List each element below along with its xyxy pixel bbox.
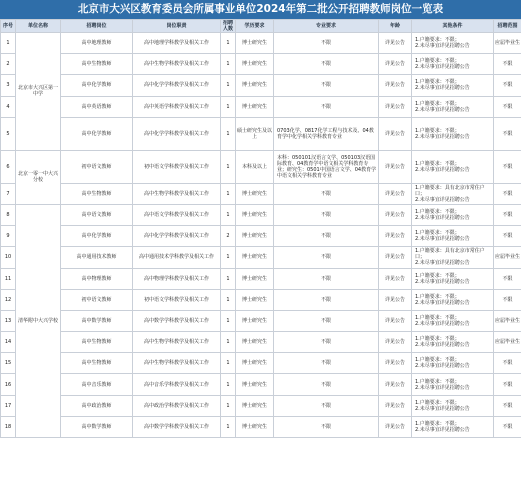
cell-scope: 不限 [494,117,521,150]
cell-edu: 博士研究生 [236,54,274,75]
cell-post: 高中生物教师 [61,183,133,204]
cell-num: 1 [221,75,236,96]
cell-no: 12 [1,289,16,310]
cell-duty: 高中物理学科教学及相关工作 [133,268,221,289]
cell-edu: 博士研究生 [236,33,274,54]
header-cell: 专业要求 [274,20,379,33]
cell-post: 高中化学教师 [61,226,133,247]
cell-no: 17 [1,395,16,416]
cell-no: 1 [1,33,16,54]
cell-num: 1 [221,310,236,331]
cell-scope: 不限 [494,268,521,289]
cell-edu: 博士研究生 [236,268,274,289]
cell-duty: 高中语文学科教学及相关工作 [133,204,221,225]
table-row [1,416,521,437]
cell-age: 详见公告 [379,117,412,150]
cell-no: 13 [1,310,16,331]
cell-post: 高中数学教师 [61,310,133,331]
cell-scope: 不限 [494,204,521,225]
cell-edu: 博士研究生 [236,332,274,353]
cell-post: 高中语文教师 [61,204,133,225]
cell-scope: 不限 [494,54,521,75]
table-row [1,395,521,416]
cell-post: 高中生物教师 [61,54,133,75]
cell-edu: 博士研究生 [236,353,274,374]
cell-age: 详见公告 [379,416,412,437]
cell-num: 1 [221,247,236,268]
cell-post: 高中音乐教师 [61,374,133,395]
cell-major: 0703化学、0817化学工程与技术及、04教育学中化学相关学科教育专业 [274,117,379,150]
cell-edu: 博士研究生 [236,310,274,331]
table-row [1,226,521,247]
cell-major: 不限 [274,75,379,96]
cell-unit: 清华附中大兴学校 [16,204,61,437]
cell-scope: 不限 [494,416,521,437]
cell-edu: 博士研究生 [236,374,274,395]
table-row [1,289,521,310]
cell-duty: 高中生物学科教学及相关工作 [133,353,221,374]
cell-major: 不限 [274,33,379,54]
cell-other: 1.户籍要求：不限； 2.未尽事宜详见招聘公告 [412,268,494,289]
cell-duty: 高中化学学科教学及相关工作 [133,117,221,150]
table-row [1,374,521,395]
table-row [1,204,521,225]
header-cell: 招聘人数 [221,20,236,33]
cell-age: 详见公告 [379,96,412,117]
cell-age: 详见公告 [379,332,412,353]
cell-post: 高中物理教师 [61,268,133,289]
cell-major: 不限 [274,183,379,204]
cell-no: 14 [1,332,16,353]
header-row [1,20,521,33]
table-row [1,268,521,289]
header-cell: 招聘岗位 [61,20,133,33]
cell-major: 不限 [274,310,379,331]
cell-edu: 博士研究生 [236,289,274,310]
cell-major: 不限 [274,416,379,437]
cell-age: 详见公告 [379,353,412,374]
cell-num: 2 [221,226,236,247]
cell-no: 15 [1,353,16,374]
cell-post: 高中地理教师 [61,33,133,54]
header-cell: 单位名称 [16,20,61,33]
cell-scope: 不限 [494,150,521,183]
table-row [1,247,521,268]
cell-no: 6 [1,150,16,183]
table-row [1,353,521,374]
cell-post: 高中化学教师 [61,75,133,96]
header-cell: 序号 [1,20,16,33]
cell-scope: 不限 [494,395,521,416]
cell-other: 1.户籍要求：不限； 2.未尽事宜详见招聘公告 [412,150,494,183]
cell-duty: 初中语文学科教学及相关工作 [133,150,221,183]
cell-edu: 博士研究生 [236,96,274,117]
cell-other: 1.户籍要求：不限； 2.未尽事宜详见招聘公告 [412,353,494,374]
cell-scope: 应届毕业生 [494,310,521,331]
cell-other: 1.户籍要求：不限； 2.未尽事宜详见招聘公告 [412,117,494,150]
cell-duty: 高中地理学科教学及相关工作 [133,33,221,54]
cell-other: 1.户籍要求：具有北京市常住户口； 2.未尽事宜详见招聘公告 [412,183,494,204]
cell-post: 高中数学教师 [61,416,133,437]
cell-duty: 高中生物学科教学及相关工作 [133,183,221,204]
cell-scope: 应届毕业生 [494,332,521,353]
cell-duty: 高中音乐学科教学及相关工作 [133,374,221,395]
cell-edu: 本科及以上 [236,150,274,183]
cell-other: 1.户籍要求：不限； 2.未尽事宜详见招聘公告 [412,204,494,225]
cell-unit: 北京市大兴区第一中学 [16,33,61,151]
cell-age: 详见公告 [379,247,412,268]
table-row [1,310,521,331]
cell-num: 1 [221,416,236,437]
cell-post: 高中政治教师 [61,395,133,416]
table-row [1,54,521,75]
cell-major: 不限 [274,395,379,416]
cell-age: 详见公告 [379,183,412,204]
cell-no: 8 [1,204,16,225]
cell-other: 1.户籍要求：不限； 2.未尽事宜详见招聘公告 [412,54,494,75]
table-row [1,150,521,183]
cell-age: 详见公告 [379,226,412,247]
cell-major: 不限 [274,226,379,247]
cell-duty: 高中生物学科教学及相关工作 [133,332,221,353]
cell-num: 1 [221,183,236,204]
cell-age: 详见公告 [379,374,412,395]
cell-scope: 不限 [494,353,521,374]
cell-no: 2 [1,54,16,75]
cell-other: 1.户籍要求：不限； 2.未尽事宜详见招聘公告 [412,310,494,331]
cell-post: 高中化学教师 [61,117,133,150]
cell-num: 1 [221,204,236,225]
cell-no: 16 [1,374,16,395]
cell-num: 1 [221,395,236,416]
cell-scope: 不限 [494,374,521,395]
cell-age: 详见公告 [379,54,412,75]
table-row [1,33,521,54]
cell-other: 1.户籍要求：不限； 2.未尽事宜详见招聘公告 [412,226,494,247]
cell-major: 不限 [274,247,379,268]
cell-other: 1.户籍要求：不限； 2.未尽事宜详见招聘公告 [412,33,494,54]
cell-age: 详见公告 [379,33,412,54]
cell-major: 不限 [274,353,379,374]
cell-other: 1.户籍要求：不限； 2.未尽事宜详见招聘公告 [412,75,494,96]
cell-other: 1.户籍要求：不限； 2.未尽事宜详见招聘公告 [412,395,494,416]
cell-age: 详见公告 [379,395,412,416]
cell-no: 4 [1,96,16,117]
cell-post: 初中语文教师 [61,150,133,183]
cell-other: 1.户籍要求：不限； 2.未尽事宜详见招聘公告 [412,374,494,395]
cell-other: 1.户籍要求：具有北京市常住户口； 2.未尽事宜详见招聘公告 [412,247,494,268]
cell-scope: 应届毕业生 [494,247,521,268]
cell-major: 不限 [274,204,379,225]
cell-major: 本科：050101汉语言文学、050103汉语国际教育、04教育学中语文相关学科教育专业；研究生：0501中国语言文学、04教育学中语文相关学科教育专业 [274,150,379,183]
cell-scope: 应届毕业生 [494,33,521,54]
cell-edu: 博士研究生 [236,247,274,268]
cell-age: 详见公告 [379,310,412,331]
cell-num: 1 [221,332,236,353]
cell-duty: 高中数学学科教学及相关工作 [133,416,221,437]
cell-edu: 博士研究生 [236,183,274,204]
cell-edu: 博士研究生 [236,416,274,437]
table-row [1,332,521,353]
header-cell: 其他条件 [412,20,494,33]
cell-no: 5 [1,117,16,150]
cell-num: 1 [221,289,236,310]
cell-num: 1 [221,96,236,117]
cell-no: 10 [1,247,16,268]
cell-post: 高中通用技术教师 [61,247,133,268]
cell-edu: 博士研究生 [236,204,274,225]
cell-major: 不限 [274,54,379,75]
table-row [1,117,521,150]
cell-duty: 初中语文学科教学及相关工作 [133,289,221,310]
header-cell: 招聘范围 [494,20,521,33]
cell-num: 1 [221,150,236,183]
cell-age: 详见公告 [379,268,412,289]
cell-major: 不限 [274,268,379,289]
cell-duty: 高中政治学科教学及相关工作 [133,395,221,416]
cell-duty: 高中数学学科教学及相关工作 [133,310,221,331]
table-row [1,75,521,96]
cell-num: 1 [221,268,236,289]
cell-num: 1 [221,54,236,75]
cell-unit: 北京一零一中大兴分校 [16,150,61,204]
cell-other: 1.户籍要求：不限； 2.未尽事宜详见招聘公告 [412,332,494,353]
cell-other: 1.户籍要求：不限； 2.未尽事宜详见招聘公告 [412,289,494,310]
cell-duty: 高中化学学科教学及相关工作 [133,75,221,96]
cell-age: 详见公告 [379,150,412,183]
cell-edu: 博士研究生 [236,226,274,247]
table-row [1,96,521,117]
cell-scope: 不限 [494,183,521,204]
cell-other: 1.户籍要求：不限； 2.未尽事宜详见招聘公告 [412,96,494,117]
cell-major: 不限 [274,289,379,310]
cell-age: 详见公告 [379,289,412,310]
cell-post: 初中语文教师 [61,289,133,310]
header-cell: 学历要求 [236,20,274,33]
cell-other: 1.户籍要求：不限； 2.未尽事宜详见招聘公告 [412,416,494,437]
cell-scope: 不限 [494,226,521,247]
cell-scope: 不限 [494,289,521,310]
cell-edu: 硕士研究生及以上 [236,117,274,150]
header-cell: 年龄 [379,20,412,33]
cell-post: 高中生物教师 [61,332,133,353]
page-title: 北京市大兴区教育委员会所属事业单位2024年第二批公开招聘教师岗位一览表 [0,0,521,19]
cell-no: 3 [1,75,16,96]
cell-no: 9 [1,226,16,247]
cell-post: 高中英语教师 [61,96,133,117]
cell-duty: 高中化学学科教学及相关工作 [133,226,221,247]
cell-age: 详见公告 [379,75,412,96]
cell-num: 1 [221,353,236,374]
cell-num: 1 [221,374,236,395]
cell-major: 不限 [274,96,379,117]
cell-no: 7 [1,183,16,204]
cell-num: 1 [221,117,236,150]
cell-major: 不限 [274,332,379,353]
cell-post: 高中生物教师 [61,353,133,374]
cell-edu: 博士研究生 [236,395,274,416]
header-cell: 岗位职责 [133,20,221,33]
cell-duty: 高中通用技术学科教学及相关工作 [133,247,221,268]
cell-num: 1 [221,33,236,54]
cell-duty: 高中生物学科教学及相关工作 [133,54,221,75]
cell-scope: 不限 [494,96,521,117]
cell-major: 不限 [274,374,379,395]
cell-duty: 高中英语学科教学及相关工作 [133,96,221,117]
cell-edu: 博士研究生 [236,75,274,96]
cell-scope: 不限 [494,75,521,96]
cell-no: 11 [1,268,16,289]
recruitment-table [0,19,521,438]
cell-no: 18 [1,416,16,437]
cell-age: 详见公告 [379,204,412,225]
table-row [1,183,521,204]
